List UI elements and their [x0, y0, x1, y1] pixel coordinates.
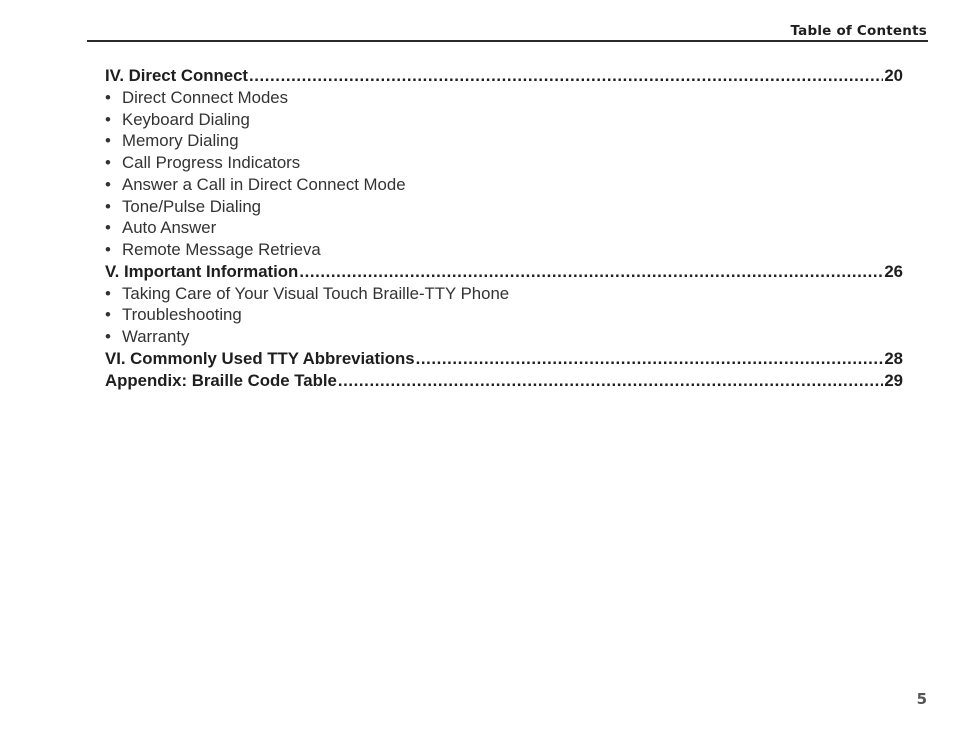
toc-item[interactable]: [105, 326, 903, 348]
toc-item-text: Answer a Call in Direct Connect Mode: [122, 174, 406, 194]
toc-section-direct-connect[interactable]: [105, 65, 903, 87]
toc-section-title: IV. Direct Connect: [105, 66, 248, 85]
bullet-icon: •: [105, 305, 111, 325]
toc-section-tty-abbreviations[interactable]: [105, 348, 903, 370]
toc-item-text: Troubleshooting: [122, 305, 242, 325]
toc-item-text: Direct Connect Modes: [122, 87, 289, 107]
bullet-icon: •: [105, 131, 111, 151]
bullet-icon: •: [105, 218, 111, 238]
toc-section-title: VI. Commonly Used TTY Abbreviations: [105, 348, 415, 368]
toc-item[interactable]: [105, 196, 903, 218]
header-divider: [87, 40, 928, 42]
toc-section-important-information[interactable]: [105, 261, 903, 283]
bullet-icon: •: [105, 196, 111, 216]
toc-item-text: Keyboard Dialing: [122, 109, 250, 129]
bullet-icon: •: [105, 153, 111, 172]
bullet-icon: •: [105, 109, 111, 129]
dot-leader: [416, 348, 884, 370]
toc-item-text: Auto Answer: [122, 218, 217, 238]
toc-section-page: 20: [884, 66, 903, 85]
toc-section-title: Appendix: Braille Code Table: [105, 370, 337, 390]
toc-item[interactable]: [105, 109, 903, 131]
toc-item[interactable]: [105, 304, 903, 326]
toc-item[interactable]: [105, 130, 903, 152]
toc-section-page: 28: [884, 348, 903, 368]
toc-item[interactable]: [105, 283, 903, 305]
toc-item-text: Tone/Pulse Dialing: [122, 196, 261, 216]
bullet-icon: •: [105, 283, 111, 303]
toc-item-text: Memory Dialing: [122, 131, 239, 151]
running-header-title: Table of Contents: [790, 23, 927, 39]
dot-leader: [249, 65, 883, 87]
toc-item[interactable]: [105, 152, 903, 174]
toc-item-text: Warranty: [122, 327, 190, 346]
toc-item-text: Taking Care of Your Visual Touch Braille-TTY Phone: [122, 283, 510, 303]
toc-section-page: 26: [884, 261, 903, 281]
toc-item[interactable]: [105, 174, 903, 196]
bullet-icon: •: [105, 87, 111, 107]
bullet-icon: •: [105, 174, 111, 194]
dot-leader: [299, 261, 883, 283]
toc-item-text: Call Progress Indicators: [122, 153, 301, 172]
table-of-contents: [105, 65, 903, 391]
dot-leader: [338, 370, 883, 392]
page-number: 5: [916, 690, 927, 708]
toc-item[interactable]: [105, 239, 903, 261]
toc-item[interactable]: [105, 217, 903, 239]
toc-item[interactable]: [105, 87, 903, 109]
bullet-icon: •: [105, 240, 111, 259]
toc-section-page: 29: [884, 370, 903, 390]
toc-item-text: Remote Message Retrieva: [122, 240, 321, 259]
toc-section-braille-code-table[interactable]: [105, 370, 903, 392]
bullet-icon: •: [105, 327, 111, 346]
toc-section-title: V. Important Information: [105, 261, 299, 281]
